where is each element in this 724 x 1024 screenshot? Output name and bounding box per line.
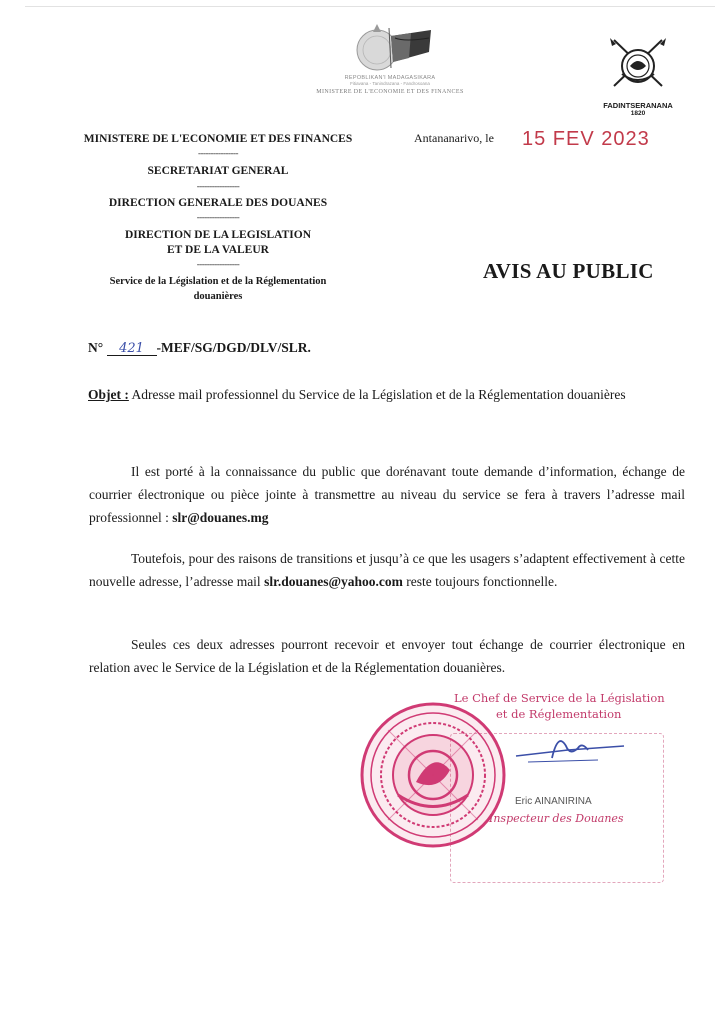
reference-handwritten-number: 421 — [107, 342, 157, 356]
seal-name: FADINTSERANANA — [603, 101, 673, 110]
page-title: AVIS AU PUBLIC — [483, 259, 654, 283]
subject-line — [88, 387, 626, 403]
body-paragraph-1 — [89, 460, 685, 529]
round-official-stamp-icon — [358, 700, 508, 850]
ministry-logo — [310, 18, 470, 95]
signature-title-line1: Le Chef de Service de la Législation — [454, 691, 665, 705]
logo-motto-text: Fitiavana - Tanindrazana - Fandrosoana — [350, 81, 430, 86]
signatory-name: Eric AINANIRINA — [515, 796, 592, 807]
logo-repoblika-text: REPOBLIKAN'I MADAGASIKARA — [344, 75, 436, 81]
signatory-role: Inspecteur des Douanes — [489, 812, 624, 825]
subject-label: Objet : — [88, 387, 129, 402]
customs-emblem-icon — [606, 36, 670, 94]
p1-email: slr@douanes.mg — [172, 510, 269, 525]
signature-title-line2: et de Réglementation — [496, 707, 622, 721]
secretariat-heading: SECRETARIAT GENERAL — [147, 165, 289, 177]
date-stamp: 15 FEV 2023 — [522, 128, 650, 150]
service-heading-line1: Service de la Législation et de la Réglementation — [109, 276, 327, 287]
handwritten-signature-icon — [508, 728, 628, 768]
p2-text-b: reste toujours fonctionnelle. — [402, 574, 558, 589]
body-paragraph-2 — [89, 547, 685, 593]
logo-ministry-text: MINISTERE DE L'ECONOMIE ET DES FINANCES — [316, 89, 464, 95]
header-divider: ----------------- — [196, 181, 240, 191]
p2-email: slr.douanes@yahoo.com — [264, 574, 403, 589]
p3-text: Seules ces deux adresses pourront recevoir et envoyer tout échange de courrier électronique en relation avec le Service de la Législation et de la Réglementation douanières. — [89, 637, 685, 675]
coat-of-arms-icon — [345, 18, 435, 74]
seal-year: 1820 — [630, 110, 646, 117]
service-heading-line2: douanières — [193, 291, 243, 302]
header-divider: ----------------- — [196, 259, 240, 269]
p1-text: Il est porté à la connaissance du public que dorénavant toute demande d’information, échange de courrier électronique ou pièce jointe à transmettre au niveau du service se fera à travers l’adresse mail professionnel : — [89, 464, 685, 525]
ministry-heading: MINISTERE DE L'ECONOMIE ET DES FINANCES — [83, 133, 353, 145]
direction-heading-line2: ET DE LA VALEUR — [167, 244, 269, 256]
top-edge-line — [25, 6, 715, 7]
customs-seal — [600, 36, 676, 117]
header-divider: ---------------- — [198, 148, 238, 158]
header-divider: ----------------- — [196, 212, 240, 222]
direction-heading-line1: DIRECTION DE LA LEGISLATION — [124, 229, 312, 241]
body-paragraph-3 — [89, 633, 685, 679]
reference-number — [88, 340, 311, 356]
reference-prefix: N° — [88, 340, 104, 355]
p2-text-a: Toutefois, pour des raisons de transitions et jusqu’à ce que les usagers s’adaptent effectivement à cette nouvelle adresse, l’adresse mail — [89, 551, 685, 589]
reference-suffix: -MEF/SG/DGD/DLV/SLR. — [156, 340, 311, 355]
subject-text: Adresse mail professionnel du Service de la Législation et de la Réglementation douanières — [131, 387, 626, 402]
direction-generale-heading: DIRECTION GENERALE DES DOUANES — [108, 197, 328, 209]
dateline-place: Antananarivo, le — [414, 131, 494, 145]
